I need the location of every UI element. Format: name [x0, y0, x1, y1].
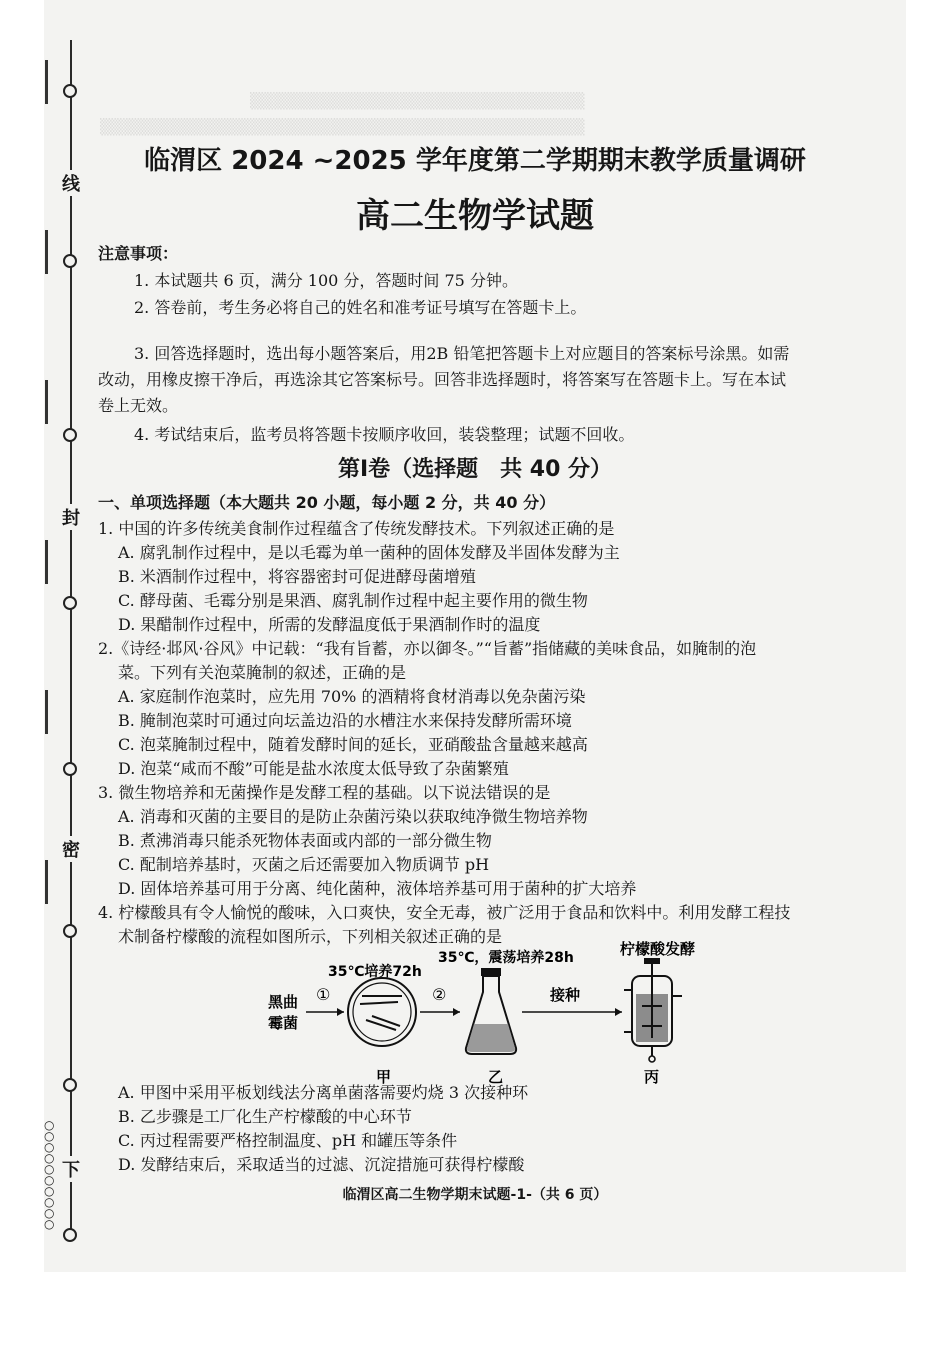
question-option: A. 家庭制作泡菜时，应先用 70% 的酒精将食材消毒以免杂菌污染 [118, 687, 586, 706]
margin-mark [45, 60, 48, 104]
margin-mark [45, 540, 48, 584]
source-label: 黑曲 [268, 993, 299, 1011]
section-title: 第Ⅰ卷（选择题 共 40 分） [337, 457, 613, 482]
label-bing: 丙 [644, 1068, 660, 1086]
notice-line: 卷上无效。 [98, 396, 179, 415]
margin-mark [45, 690, 48, 734]
margin-mark [45, 860, 48, 904]
notice-line: 2. 答卷前，考生务必将自己的姓名和准考证号填写在答题卡上。 [134, 298, 587, 317]
streak-line [372, 1016, 400, 1026]
petri-dish-rim [353, 983, 411, 1041]
flask-stopper [481, 968, 501, 976]
question-stem: 3. 微生物培养和无菌操作是发酵工程的基础。以下说法错误的是 [98, 783, 551, 802]
cond1-label: 35℃培养72h [328, 964, 422, 980]
citric-acid-flow-diagram [260, 940, 730, 1090]
question-option: B. 腌制泡菜时可通过向坛盖边沿的水槽注水来保持发酵所需环境 [118, 711, 572, 730]
binding-hole [63, 1078, 77, 1092]
notice-line: 4. 考试结束后，监考员将答题卡按顺序收回，装袋整理；试题不回收。 [134, 425, 635, 444]
question-option: C. 丙过程需要严格控制温度、pH 和罐压等条件 [118, 1131, 458, 1150]
binding-char: 封 [60, 504, 82, 530]
binding-hole [63, 254, 77, 268]
step2-label: ② [432, 985, 447, 1004]
question-option: B. 煮沸消毒只能杀死物体表面或内部的一部分微生物 [118, 831, 492, 850]
question-option: A. 消毒和灭菌的主要目的是防止杂菌污染以获取纯净微生物培养物 [118, 807, 588, 826]
label-yi: 乙 [488, 1068, 504, 1086]
binding-hole [63, 84, 77, 98]
streak-line [360, 1002, 398, 1004]
question-stem: 1. 中国的许多传统美食制作过程蕴含了传统发酵技术。下列叙述正确的是 [98, 519, 615, 538]
inoculate-label: 接种 [550, 986, 581, 1004]
binding-char: 密 [60, 836, 82, 862]
question-option: C. 泡菜腌制过程中，随着发酵时间的延长，亚硝酸盐含量越来越高 [118, 735, 588, 754]
exam-subject: 高二生物学试题 [356, 196, 594, 236]
label-jia: 甲 [376, 1068, 392, 1086]
question-option: B. 乙步骤是工厂化生产柠檬酸的中心环节 [118, 1107, 412, 1126]
margin-dots: ○ ○ ○ ○ ○ ○ ○ ○ ○ ○ [44, 1118, 55, 1231]
section-subtitle: 一、单项选择题（本大题共 20 小题，每小题 2 分，共 40 分） [98, 493, 556, 512]
streak-line [366, 1020, 396, 1030]
exam-title: 临渭区 2024 ~2025 学年度第二学期期末教学质量调研 [144, 146, 806, 176]
binding-char: 线 [60, 170, 82, 196]
question-option: A. 腐乳制作过程中，是以毛霉为单一菌种的固体发酵及半固体发酵为主 [118, 543, 620, 562]
question-option: B. 米酒制作过程中，将容器密封可促进酵母菌增殖 [118, 567, 476, 586]
step1-label: ① [316, 985, 331, 1004]
margin-mark [45, 380, 48, 424]
notice-line: 改动，用橡皮擦干净后，再选涂其它答案标号。回答非选择题时，将答案写在答题卡上。写在本试 [98, 370, 787, 389]
question-option: D. 固体培养基可用于分离、纯化菌种，液体培养基可用于菌种的扩大培养 [118, 879, 637, 898]
notice-line: 1. 本试题共 6 页，满分 100 分，答题时间 75 分钟。 [134, 271, 518, 290]
bleed-through: ▒▒▒▒▒▒▒▒▒▒▒▒▒▒▒▒▒▒▒▒▒▒▒▒▒▒▒▒▒▒▒▒▒▒▒▒▒▒▒▒▒▒ [100, 118, 585, 136]
cond2-label: 35℃，震荡培养28h [438, 950, 574, 966]
question-stem: 菜。下列有关泡菜腌制的叙述，正确的是 [118, 663, 407, 682]
binding-hole [63, 762, 77, 776]
binding-hole [63, 924, 77, 938]
question-option: D. 果醋制作过程中，所需的发酵温度低于果酒制作时的温度 [118, 615, 541, 634]
flask-liquid [467, 1024, 515, 1052]
page-footer: 临渭区高二生物学期末试题-1-（共 6 页） [342, 1187, 608, 1203]
binding-hole [63, 596, 77, 610]
binding-hole [63, 1228, 77, 1242]
question-stem: 术制备柠檬酸的流程如图所示，下列相关叙述正确的是 [118, 927, 503, 946]
question-stem: 2.《诗经·邶风·谷风》中记载：“我有旨蓄，亦以御冬。”“旨蓄”指储藏的美味食品，如腌制的泡 [98, 639, 757, 658]
binding-hole [63, 428, 77, 442]
fermenter-motor [644, 958, 660, 964]
question-option: C. 配制培养基时，灭菌之后还需要加入物质调节 pH [118, 855, 490, 874]
fermenter-valve [649, 1056, 655, 1062]
arrowhead [615, 1008, 622, 1016]
question-option: D. 发酵结束后，采取适当的过滤、沉淀措施可获得柠檬酸 [118, 1155, 525, 1174]
petri-dish-icon [348, 978, 416, 1046]
arrowhead [453, 1008, 460, 1016]
notice-heading: 注意事项： [98, 244, 179, 263]
question-option: D. 泡菜“咸而不酸”可能是盐水浓度太低导致了杂菌繁殖 [118, 759, 509, 778]
fermenter-title: 柠檬酸发酵 [620, 940, 696, 958]
source-label: 霉菌 [268, 1014, 299, 1032]
binding-char: 下 [60, 1156, 82, 1182]
question-option: A. 甲图中采用平板划线法分离单菌落需要灼烧 3 次接种环 [118, 1083, 529, 1102]
notice-line: 3. 回答选择题时，选出每小题答案后，用2B 铅笔把答题卡上对应题目的答案标号涂黑。如需 [134, 344, 790, 363]
question-stem: 4. 柠檬酸具有令人愉悦的酸味，入口爽快，安全无毒，被广泛用于食品和饮料中。利用发酵工程技 [98, 903, 791, 922]
arrowhead [337, 1008, 344, 1016]
question-option: C. 酵母菌、毛霉分别是果酒、腐乳制作过程中起主要作用的微生物 [118, 591, 588, 610]
bleed-through: ▒▒▒▒▒▒▒▒▒▒▒▒▒▒▒▒▒▒▒▒▒▒▒▒▒▒▒▒▒ [250, 92, 585, 110]
